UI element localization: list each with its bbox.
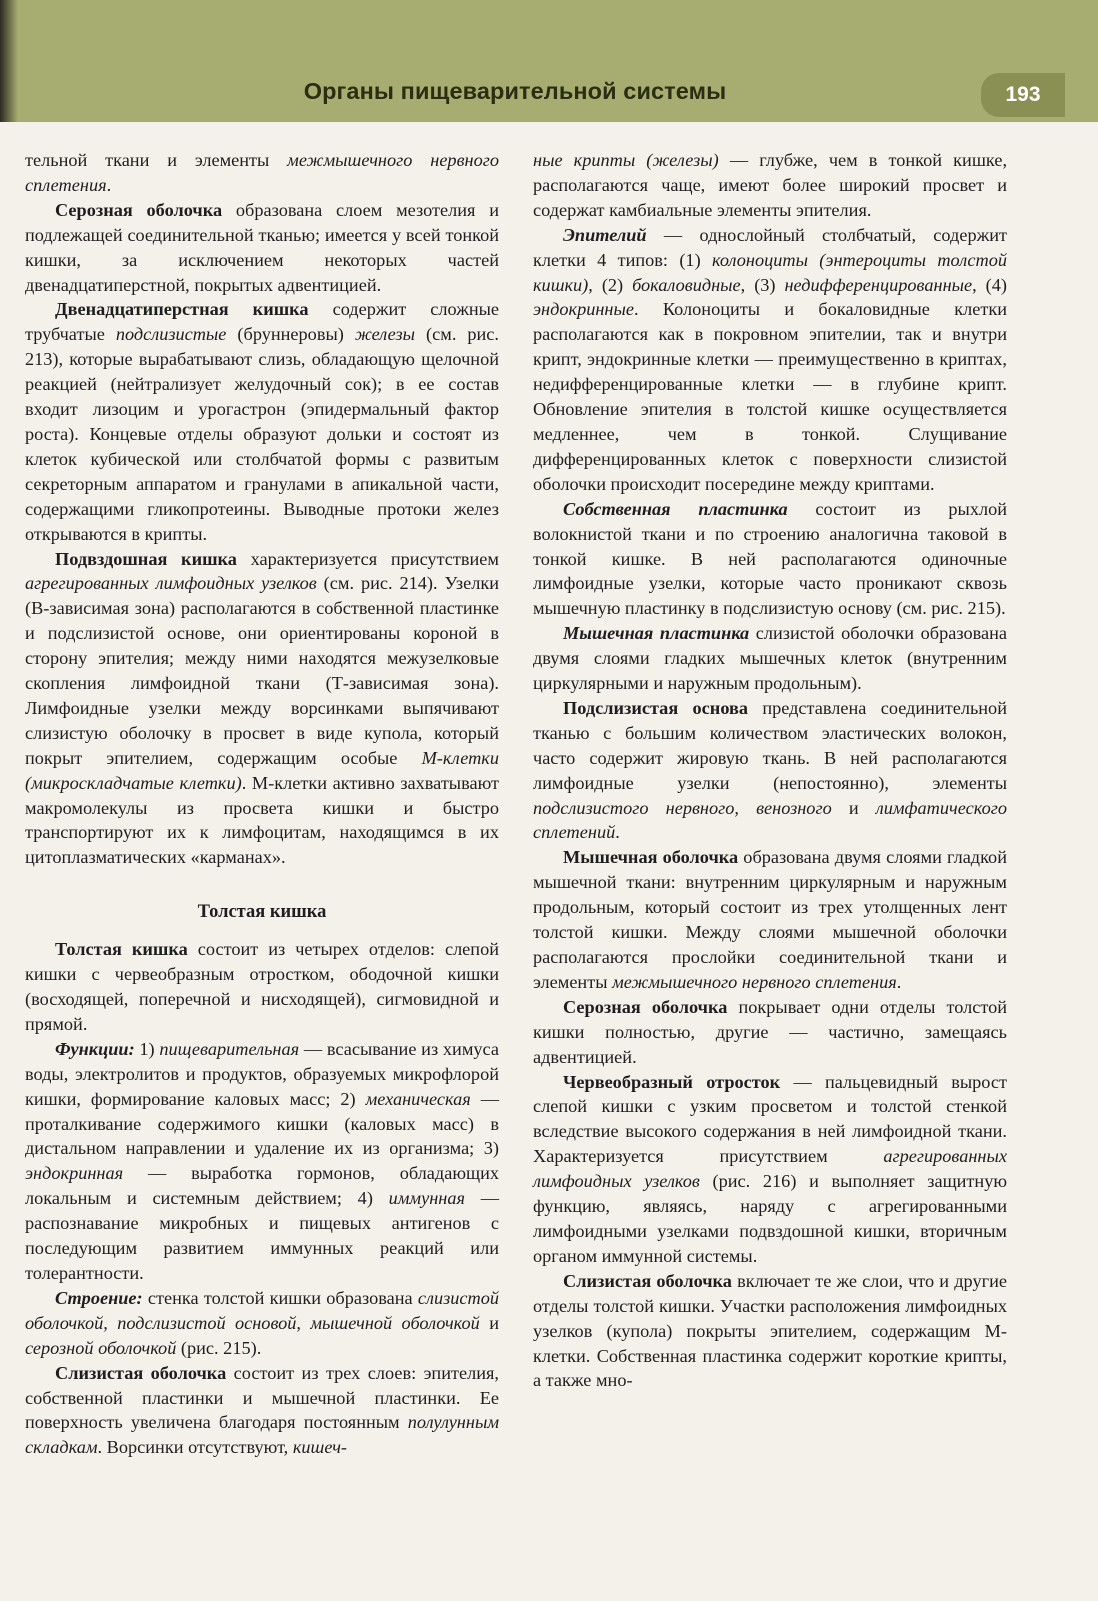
paragraph-muscularis: Мышечная оболочка образована двумя слоями гладкой мышечной ткани: внутренним циркулярным и наружным продольным, который состоит из трех утолщенных лент толстой кишки. Между слоями мышечной оболочки располагаются прослойки соединительной ткани и элементы межмышечного нервного сплетения.	[533, 847, 1007, 992]
paragraph-duodenum: Двенадцатиперстная кишка содержит сложные трубчатые подслизистые (бруннеровы) железы (см. рис. 213), которые вырабатывают слизь, обладающую щелочной реакцией (нейтрализует желудочный сок); в ее состав входит лизоцим и урогастрон (эпидермальный фактор роста). Концевые отделы образуют дольки и состоят из клеток кубической или столбчатой формы с развитым секреторным аппаратом и гранулами в апикальной части, содержащими гликопротеины. Выводные протоки желез открываются в крипты.	[25, 299, 500, 544]
paragraph-functions: Функции: 1) пищеварительная — всасывание из химуса воды, электролитов и продуктов, образуемых микрофлорой кишки, формирование каловых масс; 2) механическая — проталкивание содержимого кишки (каловых масс) в дистальном направлении и удаление их из организма; 3) эндокринная — выработка гормонов, обладающих локальным и системным действием; 4) иммунная — распознавание микробных и пищевых антигенов с последующим развитием иммунных реакций или толерантности.	[25, 1038, 499, 1283]
paragraph-mucosa: Слизистая оболочка состоит из трех слоев: эпителия, собственной пластинки и мышечной пластинки. Ее поверхность увеличена благодаря постоянным полулунным складкам. Ворсинки отсутствуют, кишеч-	[25, 1362, 499, 1458]
page-number: 193	[981, 73, 1065, 117]
page-header	[0, 0, 1098, 122]
paragraph-appendix-mucosa: Слизистая оболочка включает те же слои, что и другие отделы толстой кишки. Участки расположения лимфоидных узелков (купола) покрыты эпителием, содержащим М-клетки. Собственная пластинка содержит короткие крипты, а также мно-	[533, 1270, 1007, 1391]
paragraph-epithelium: Эпителий — однослойный столбчатый, содержит клетки 4 типов: (1) колоноциты (энтероциты толстой кишки), (2) бокаловидные, (3) недифференцированные, (4) эндокринные. Колоноциты и бокаловидные клетки располагаются как в покровном эпителии, так и внутри крипт, эндокринные клетки — преимущественно в криптах, недифференцированные клетки — в глубине крипт. Обновление эпителия в толстой кишке осуществляется медленнее, чем в тонкой. Слущивание дифференцированных клеток с поверхности слизистой оболочки происходит посередине между криптами.	[533, 224, 1008, 494]
paragraph-structure: Строение: стенка толстой кишки образована слизистой оболочкой, подслизистой основой, мышечной оболочкой и серозной оболочкой (рис. 215).	[25, 1287, 499, 1358]
paragraph-submucosa: Подслизистая основа представлена соединительной тканью с большим количеством эластических волокон, часто содержит жировую ткань. В ней располагаются лимфоидные узелки (непостоянно), элементы подслизистого нервного, венозного и лимфатического сплетений.	[533, 697, 1007, 843]
paragraph-large-intestine: Толстая кишка состоит из четырех отделов: слепой кишки с червеобразным отростком, ободочной кишки (восходящей, поперечной и нисходящей), сигмовидной и прямой.	[25, 939, 500, 1034]
paragraph-ileum: Подвздошная кишка характеризуется присутствием агрегированных лимфоидных узелков (см. рис. 214). Узелки (В-зависимая зона) располагаются в собственной пластинке и подслизистой основе, они ориентированы короной в сторону эпителия; между ними находятся межузелковые скопления лимфоидной ткани (Т-зависимая зона). Лимфоидные узелки между ворсинками выпячивают слизистую оболочку в просвет в виде купола, который покрыт эпителием, содержащим особые М-клетки (микроскладчатые клетки). М-клетки активно захватывают макромолекулы из просвета кишки и быстро транспортируют их к лимфоцитам, находящимся в их цитоплазматических «карманах».	[25, 548, 500, 868]
paragraph: тельной ткани и элементы межмышечного нервного сплетения.	[25, 150, 499, 195]
chapter-title: Органы пищеварительной системы	[303, 78, 727, 104]
paragraph-crypts: ные крипты (железы) — глубже, чем в тонкой кишке, располагаются чаще, имеют более широкий просвет и содержат камбиальные элементы эпителия.	[533, 150, 1008, 220]
paragraph-serosa: Серозная оболочка покрывает одни отделы толстой кишки полностью, другие — частично, замещаясь адвентицией.	[533, 996, 1008, 1067]
right-column	[533, 148, 1007, 1393]
paragraph-serous-membrane: Серозная оболочка образована слоем мезотелия и подлежащей соединительной тканью; имеется у всей тонкой кишки, за исключением некоторых частей двенадцатиперстной, покрытых адвентицией.	[25, 199, 499, 295]
left-column	[25, 148, 499, 1460]
paragraph-muscularis-mucosae: Мышечная пластинка слизистой оболочки образована двумя слоями гладких мышечных клеток (внутренним циркулярными и наружным продольным).	[533, 623, 1007, 694]
section-heading: Толстая кишка	[197, 902, 327, 923]
paragraph-lamina-propria: Собственная пластинка состоит из рыхлой волокнистой ткани и по строению аналогична таковой в тонкой кишке. В ней располагаются одиночные лимфоидные узелки, которые часто проникают сквозь мышечную пластинку в подслизистую основу (см. рис. 215).	[533, 498, 1008, 619]
paragraph-appendix: Червеобразный отросток — пальцевидный вырост слепой кишки с узким просветом и толстой стенкой вследствие высокого содержания в ней лимфоидной ткани. Характеризуется присутствием агрегированных лимфоидных узелков (рис. 216) и выполняет защитную функцию, являясь, наряду с агрегированными лимфоидными узелками подвздошной кишки, вторичным органом иммунной системы.	[533, 1071, 1008, 1266]
